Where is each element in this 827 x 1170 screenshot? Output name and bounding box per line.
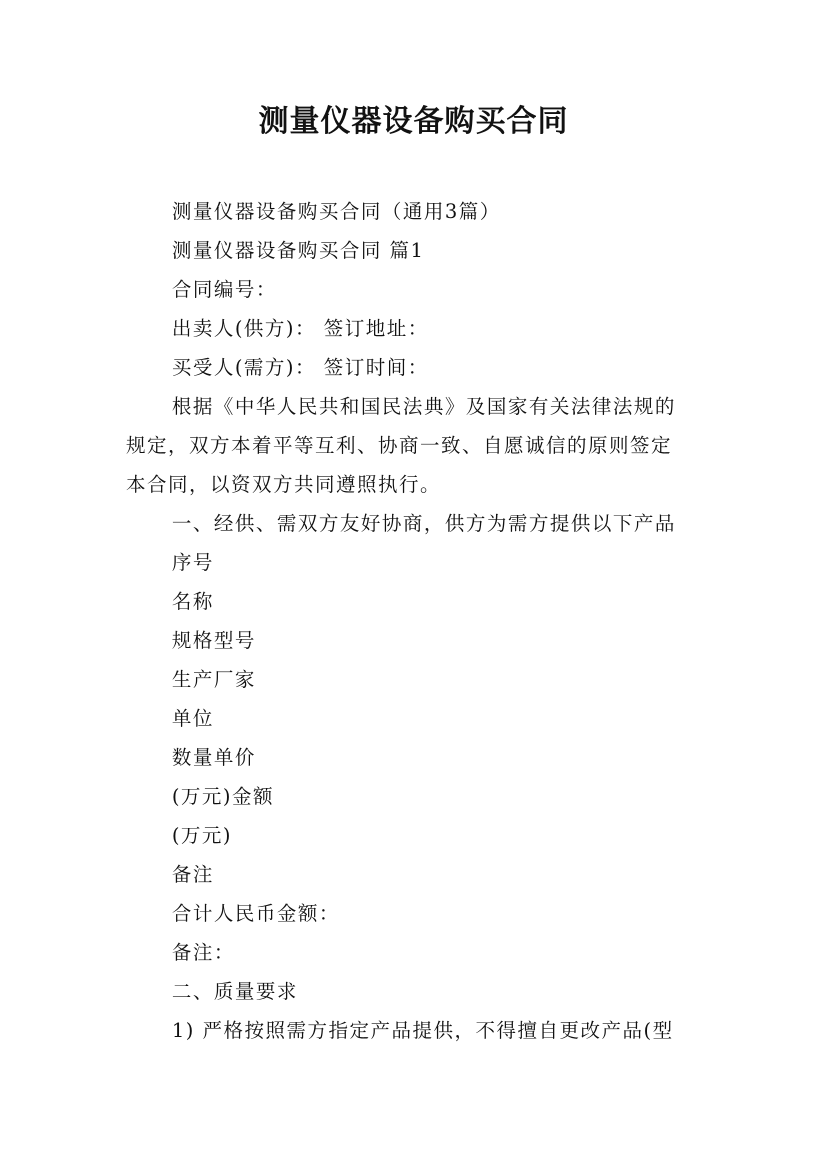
remarks-line: 备注： — [171, 941, 235, 964]
table-field-amount-unit: (万元) — [171, 824, 233, 847]
clause-two-heading: 二、质量要求 — [171, 980, 298, 1003]
preamble-line-2: 规定，双方本着平等互利、协商一致、自愿诚信的原则签定 — [126, 434, 673, 457]
preamble-line-3: 本合同，以资双方共同遵照执行。 — [126, 473, 442, 496]
contract-number-line: 合同编号： — [171, 278, 277, 301]
table-field-spec: 规格型号 — [171, 629, 256, 652]
total-amount-line: 合计人民币金额： — [171, 902, 340, 925]
table-field-name: 名称 — [171, 590, 214, 613]
table-field-amount: (万元)金额 — [171, 785, 275, 808]
section-heading: 测量仪器设备购买合同 篇1 — [171, 239, 425, 262]
buyer-line: 买受人(需方)： 签订时间： — [171, 356, 429, 379]
document-title: 测量仪器设备购买合同 — [258, 104, 569, 139]
table-field-manufacturer: 生产厂家 — [171, 668, 256, 691]
clause-two-item-1: 1) 严格按照需方指定产品提供，不得擅自更改产品(型 — [171, 1019, 674, 1042]
table-field-serial: 序号 — [171, 551, 214, 574]
preamble-line-1: 根据《中华人民共和国民法典》及国家有关法律法规的 — [171, 395, 676, 418]
document-body — [126, 192, 702, 1050]
table-field-qty-price: 数量单价 — [171, 746, 256, 769]
table-field-remarks: 备注 — [171, 863, 214, 886]
subtitle-line: 测量仪器设备购买合同（通用3篇） — [171, 200, 501, 223]
table-field-unit: 单位 — [171, 707, 214, 730]
clause-one-line: 一、经供、需双方友好协商，供方为需方提供以下产品 — [171, 512, 676, 535]
seller-line: 出卖人(供方)： 签订地址： — [171, 317, 429, 340]
